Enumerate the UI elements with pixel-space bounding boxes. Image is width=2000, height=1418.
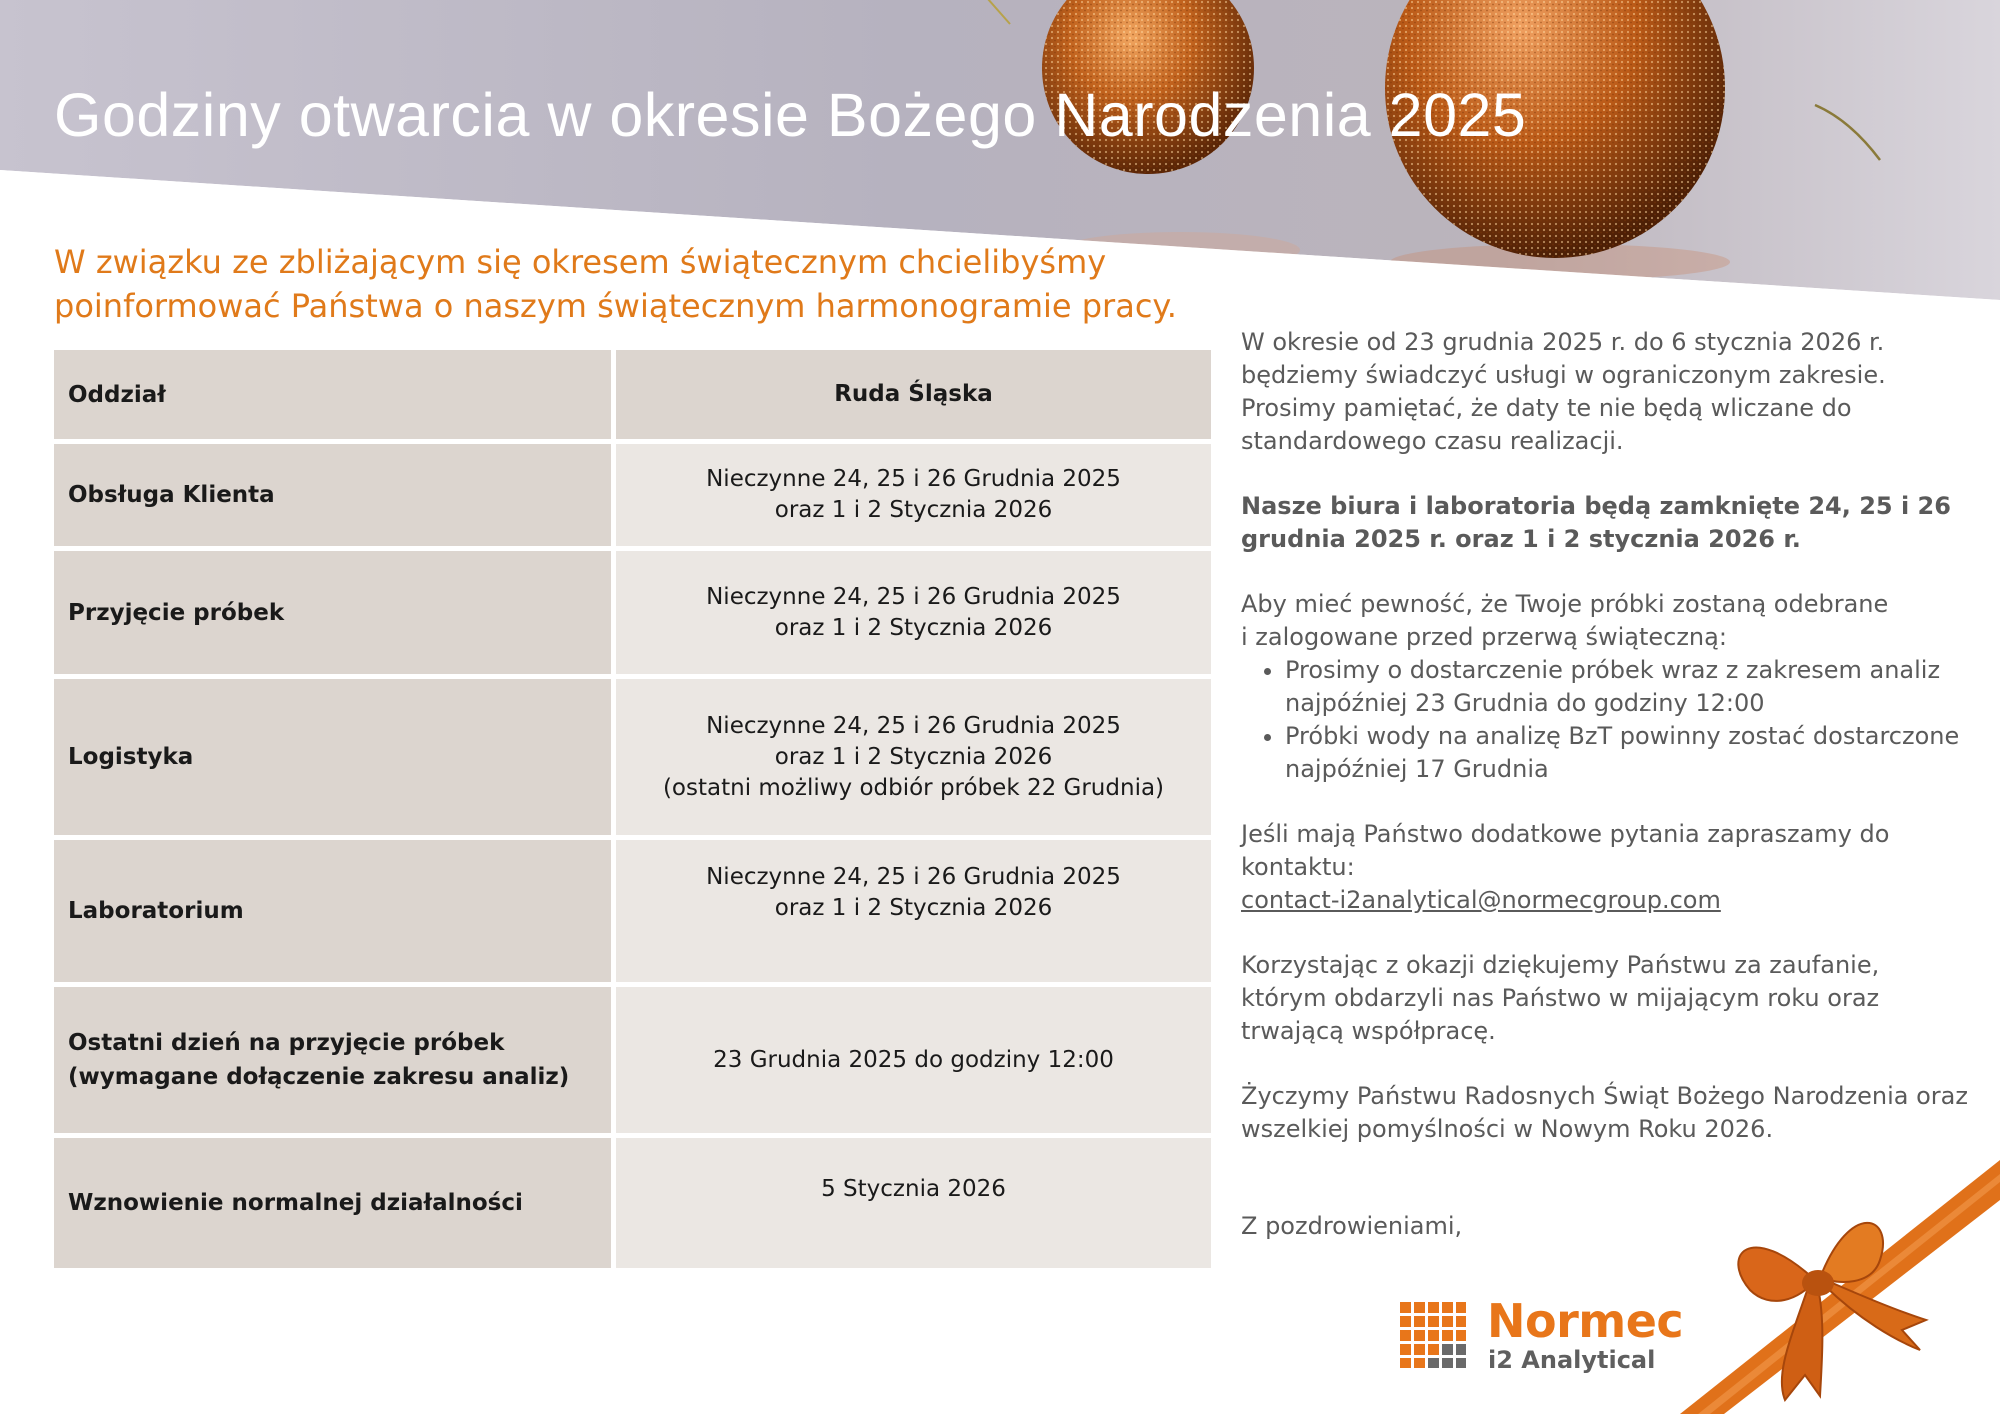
normec-logo [1400, 1302, 1466, 1372]
table-header-row [54, 350, 1216, 439]
row-label [54, 987, 611, 1133]
row-value [616, 1138, 1211, 1268]
intro-text [54, 240, 1234, 328]
row-label-text: Wznowienie normalnej działalności [68, 1190, 523, 1216]
row-value-line: 23 Grudnia 2025 do godziny 12:00 [713, 1046, 1114, 1073]
row-value-line: Nieczynne 24, 25 i 26 Grudnia 2025 [706, 712, 1121, 739]
row-value-line: oraz 1 i 2 Stycznia 2026 [774, 614, 1053, 641]
info-paragraph-wishes: Życzymy Państwu Radosnych Świąt Bożego Narodzenia oraz wszelkiej pomyślności w Nowym Roku 2026. [1241, 1082, 1968, 1143]
header-label: Oddział [54, 350, 611, 439]
row-label [54, 444, 611, 546]
info-samples-line-1: Aby mieć pewność, że Twoje próbki zostaną odebrane [1241, 590, 1889, 618]
row-value-line: (ostatni możliwy odbiór próbek 22 Grudnia) [662, 774, 1165, 801]
table-row [54, 679, 1216, 835]
info-bullet-list [1241, 654, 1971, 786]
row-value-line: Nieczynne 24, 25 i 26 Grudnia 2025 [706, 466, 1121, 492]
row-value [616, 679, 1211, 835]
ribbon-bow-icon [1680, 1160, 2000, 1414]
info-paragraph-thanks: Korzystając z okazji dziękujemy Państwu za zaufanie, którym obdarzyli nas Państwo w mijającym roku oraz trwającą współpracę. [1241, 951, 1880, 1045]
logo-wordmark: Normec [1487, 1294, 1684, 1348]
table-row [54, 551, 1216, 674]
table-row [54, 987, 1216, 1133]
row-value [616, 840, 1211, 982]
row-value [616, 987, 1211, 1133]
row-label-text: Laboratorium [68, 898, 244, 924]
ribbon-bow-decoration [1680, 1160, 2000, 1418]
list-item: • Próbki wody na analizę BzT powinny zostać dostarczone najpóźniej 17 Grudnia [1285, 720, 1971, 786]
list-item: • Prosimy o dostarczenie próbek wraz z zakresem analiz najpóźniej 23 Grudnia do godziny 12:00 [1285, 654, 1971, 720]
row-value-line: Nieczynne 24, 25 i 26 Grudnia 2025 [706, 864, 1121, 890]
row-value-line: oraz 1 i 2 Stycznia 2026 [774, 497, 1053, 523]
row-label-text: Obsługa Klienta [68, 482, 275, 508]
info-paragraph-samples [1241, 588, 1971, 654]
row-value-line: 5 Stycznia 2026 [821, 1176, 1006, 1202]
row-value-line: oraz 1 i 2 Stycznia 2026 [774, 743, 1053, 770]
contact-email-link[interactable]: contact-i2analytical@normecgroup.com [1241, 886, 1721, 914]
row-value [616, 444, 1211, 546]
row-label [54, 840, 611, 982]
row-label [54, 679, 611, 835]
closing-text: Z pozdrowieniami, [1241, 1212, 1463, 1240]
row-label-text: Logistyka [68, 744, 194, 770]
row-label [54, 1138, 611, 1268]
table-row [54, 840, 1216, 982]
row-label-text: Ostatni dzień na przyjęcie próbek [68, 1030, 505, 1056]
intro-line-2: poinformować Państwa o naszym świątecznym harmonogramie pracy. [54, 287, 1177, 325]
info-paragraph-period: W okresie od 23 grudnia 2025 r. do 6 stycznia 2026 r. będziemy świadczyć usługi w ograniczonym zakresie. Prosimy pamiętać, że daty te nie będą wliczane do standardowego czasu realizacji. [1241, 328, 1886, 455]
intro-line-1: W związku ze zbliżającym się okresem świątecznym chcielibyśmy [54, 243, 1107, 281]
row-label-text: (wymagane dołączenie zakresu analiz) [68, 1064, 570, 1090]
row-value-line: Nieczynne 24, 25 i 26 Grudnia 2025 [706, 583, 1121, 610]
table-row [54, 444, 1216, 546]
info-paragraph-closed: Nasze biura i laboratoria będą zamknięte 24, 25 i 26 grudnia 2025 r. oraz 1 i 2 stycznia 2026 r. [1241, 492, 1951, 553]
row-value [616, 551, 1211, 674]
logo-subtitle: i2 Analytical [1488, 1346, 1656, 1374]
table-row [54, 1138, 1216, 1268]
schedule-table [54, 350, 1216, 1273]
info-column [1241, 326, 1971, 1243]
row-value-line: oraz 1 i 2 Stycznia 2026 [774, 895, 1053, 921]
row-label [54, 551, 611, 674]
header-branch: Ruda Śląska [616, 350, 1211, 439]
normec-grid-logo-icon [1400, 1302, 1466, 1368]
page-title: Godziny otwarcia w okresie Bożego Narodzenia 2025 [54, 81, 1527, 149]
info-samples-line-2: i zalogowane przed przerwą świąteczną: [1241, 623, 1727, 651]
info-paragraph-contact: Jeśli mają Państwo dodatkowe pytania zapraszamy do kontaktu: [1241, 820, 1890, 881]
row-label-text: Przyjęcie próbek [68, 599, 285, 626]
